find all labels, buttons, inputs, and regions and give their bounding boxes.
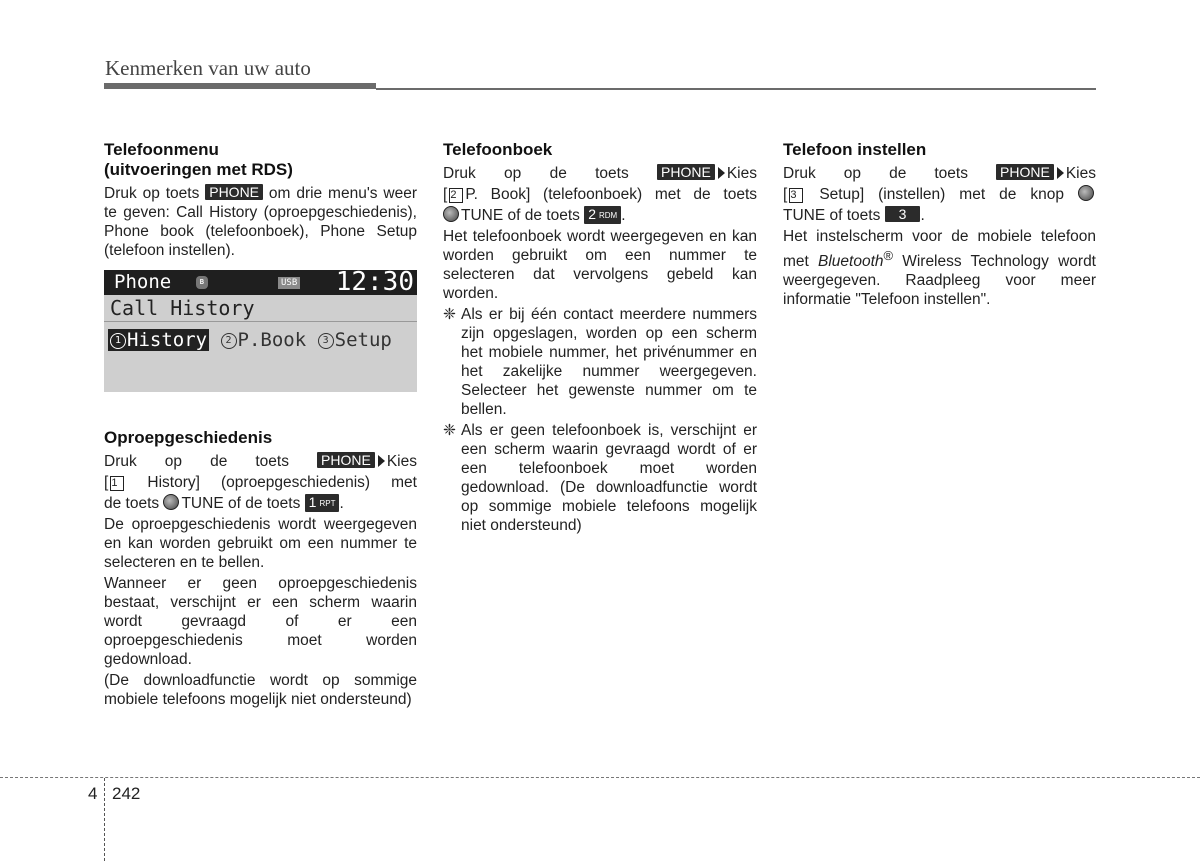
text: Wireless Technology wordt weergegeven. Raadpleeg voor meer informatie "Telefoon instellen".: [783, 253, 1096, 309]
text: Kies: [1065, 165, 1096, 182]
key-number: 1: [308, 494, 317, 510]
bluetooth-text: Bluetooth: [818, 253, 884, 271]
menu-label: P.Book: [237, 329, 307, 351]
paragraph: de toets TUNE of de toets 1 RPT .: [104, 494, 344, 512]
display-menu: [108, 328, 392, 352]
paragraph: Het telefoonboek wordt weergegeven en kan worden gebruikt om een nummer te selecteren dat vervolgens gebeld kan worden.: [443, 228, 757, 302]
key-sublabel: RPT: [319, 499, 336, 508]
text: Druk op toets: [104, 185, 200, 202]
paragraph: [104, 184, 417, 260]
phone-key: PHONE: [657, 164, 715, 180]
text: Kies: [386, 453, 417, 470]
text: Het instelscherm voor de mobiele telefoon met: [783, 228, 1096, 271]
display-menu-item-pbook: [221, 329, 307, 351]
text: Setup] (instellen) met de knop: [819, 186, 1064, 203]
tune-knob-icon: [443, 206, 459, 222]
number-1-icon: 1: [110, 476, 124, 491]
registered-mark: ®: [883, 248, 894, 263]
arrow-right-icon: [718, 167, 725, 179]
display-menu-item-history: [108, 329, 209, 351]
heading-line: (uitvoeringen met RDS): [104, 160, 293, 179]
paragraph: TUNE of de toets 2 RDM .: [443, 206, 757, 225]
phone-key: PHONE: [996, 164, 1054, 180]
section-heading: Oproepgeschiedenis: [104, 428, 273, 447]
text: om drie menu's weer te geven: Call History (oproepgeschiedenis), Phone book (telefoonboek), Phone Setup (telefoon instellen).: [104, 185, 418, 259]
paragraph: [104, 452, 417, 471]
text: TUNE of toets: [783, 207, 881, 224]
paragraph: Wanneer er geen oproepgeschiedenis bestaat, verschijnt er een scherm waarin wordt gevraagd of er een oproepgeschiedenis moet worden gedownload.: [104, 575, 417, 668]
arrow-right-icon: [1057, 167, 1064, 179]
display-phone-label: Phone: [114, 271, 172, 293]
display-divider: [104, 321, 417, 322]
number-2-icon: 2: [449, 188, 463, 203]
phone-key: PHONE: [205, 184, 263, 200]
column-right: [783, 140, 1096, 311]
text: [: [104, 474, 109, 491]
text: Druk op de toets: [783, 165, 968, 182]
section-heading-telefoonboek: Telefoonboek: [443, 140, 553, 159]
rpt-key: [305, 494, 340, 512]
text: Druk op de toets: [104, 453, 289, 470]
text: Kies: [726, 165, 757, 182]
paragraph: [ 3 Setup] (instellen) met de knop: [783, 185, 1096, 204]
menu-label: History: [127, 329, 208, 351]
tune-knob-icon: [163, 494, 179, 510]
footer-vertical-rule: [104, 778, 105, 861]
note-symbol: ❈: [443, 422, 456, 439]
display-clock: 12:30: [335, 267, 414, 297]
menu-label: Setup: [334, 329, 392, 351]
header-rule-thin: [376, 88, 1096, 90]
tune-knob-icon: [1078, 185, 1094, 201]
menu-number: 1: [110, 333, 126, 349]
arrow-right-icon: [378, 455, 385, 467]
note-text: Als er bij één contact meerdere nummers zijn opgeslagen, worden op een scherm het mobiele nummer, het privénummer en het zakelijke nummer weergegeven. Selecteer het gewenste nummer om te bellen.: [461, 306, 757, 418]
paragraph: [783, 164, 1096, 183]
paragraph: [104, 473, 417, 492]
note-text: Als er geen telefoonboek is, verschijnt er een scherm waarin gevraagd wordt of er een telefoonboek moet worden gedownload. (De downloadfunctie wordt op sommige mobiele telefoons mogelijk niet ondersteund): [461, 422, 757, 534]
text: TUNE of de toets: [181, 495, 301, 512]
chapter-number: 4: [88, 784, 98, 803]
menu-number: 3: [318, 333, 334, 349]
paragraph: TUNE of toets 3 .: [783, 206, 925, 224]
section-heading-telefoonmenu: [104, 140, 417, 180]
paragraph: (De downloadfunctie wordt op sommige mobiele telefoons mogelijk niet ondersteund): [104, 672, 417, 708]
footer-rule: [0, 777, 1200, 778]
paragraph: [443, 164, 757, 183]
page-number: 242: [112, 784, 141, 803]
column-left: [104, 140, 417, 711]
paragraph: De oproepgeschiedenis wordt weergegeven en kan worden gebruikt om een nummer te selecteren en te bellen.: [104, 516, 417, 571]
number-3-icon: 3: [789, 188, 803, 203]
section-oproepgeschiedenis: [104, 428, 417, 709]
text: Druk op de toets: [443, 165, 629, 182]
note-symbol: ❈: [443, 306, 456, 323]
paragraph: [783, 227, 1096, 309]
heading-line: Telefoonmenu: [104, 140, 219, 159]
section-heading-telefoon-instellen: Telefoon instellen: [783, 140, 927, 159]
key-number: 3: [898, 206, 907, 222]
usb-indicator: USB: [278, 277, 300, 289]
running-header: Kenmerken van uw auto: [105, 56, 311, 80]
key-sublabel: RDM: [599, 211, 618, 220]
header-rule-thick: [104, 83, 376, 89]
menu-number: 2: [221, 333, 237, 349]
key-number: 2: [588, 206, 596, 222]
bluetooth-icon: ʙ: [196, 276, 208, 289]
paragraph: [ 2 P. Book] (telefoonboek) met de toets: [443, 186, 757, 203]
note-item: [443, 421, 757, 535]
text: de toets: [104, 495, 160, 512]
note-item: [443, 305, 757, 419]
setup-key: [885, 206, 921, 222]
display-menu-item-setup: [318, 329, 392, 351]
phone-key: PHONE: [317, 452, 375, 468]
text: TUNE of de toets: [461, 207, 580, 224]
text: History] (oproepgeschiedenis) met: [147, 474, 417, 491]
phone-display-screenshot: [104, 267, 417, 392]
column-middle: [443, 140, 757, 535]
display-title: Call History: [110, 296, 255, 320]
rdm-key: [584, 206, 621, 224]
text: P. Book] (telefoonboek) met de toets: [465, 186, 757, 203]
